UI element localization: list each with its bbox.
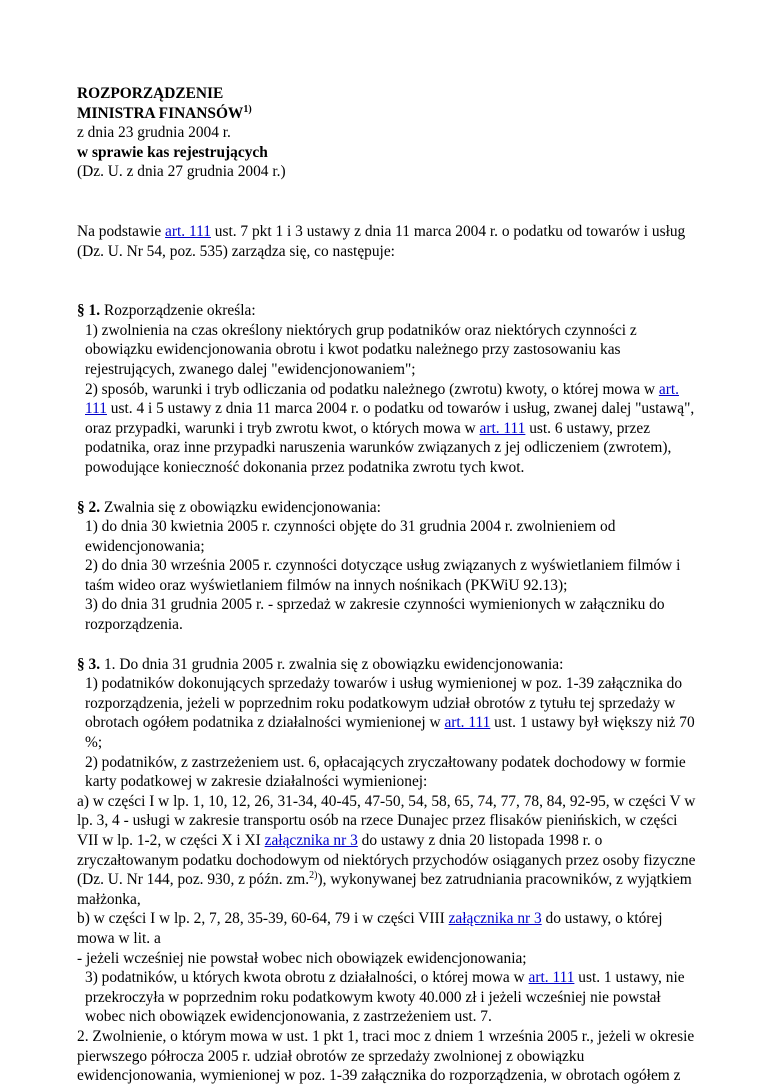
point-1: 1) zwolnienia na czas określony niektórych grup podatników oraz niektórych czynności z obowiązku ewidencjonowania obrotu i kwot podatku należnego przy zastosowaniu kas rejestrujących, zwanego dalej "ewidencjonowaniem"; [85, 321, 637, 378]
intro-paragraph: Na podstawie art. 111 ust. 7 pkt 1 i 3 ustawy z dnia 11 marca 2004 r. o podatku od towarów i usług (Dz. U. Nr 54, poz. 535) zarządza się, co następuje: [77, 222, 686, 260]
paragraph-2: 2. Zwolnienie, o którym mowa w ust. 1 pkt 1, traci moc z dniem 1 września 2005 r., jeżeli w okresie pierwszego półrocza 2005 r. udział obrotów ze sprzedaży zwolnionej z obowiązku ewidencjonowania, wymienionej w poz. 1-39 załącznika do rozporządzenia, w obrotach ogółem z [77, 1027, 695, 1085]
title-ministry: MINISTRA FINANSÓW [77, 104, 244, 122]
title-line-1: ROZPORZĄDZENIE [77, 85, 224, 102]
issue-date: z dnia 23 grudnia 2004 r. [77, 124, 231, 142]
publication-source: (Dz. U. z dnia 27 grudnia 2004 r.) [77, 163, 286, 181]
link-art-111[interactable]: art. 111 [479, 419, 526, 437]
link-art-111[interactable]: art. 111 [165, 222, 211, 240]
document-page [77, 84, 699, 1086]
section-mark: § 1. [77, 302, 101, 320]
letter-closing: - jeżeli wcześniej nie powstał wobec nich obowiązek ewidencjonowania; [77, 949, 527, 967]
point-2: 2) do dnia 30 września 2005 r. czynności dotyczące usług związanych z wyświetlaniem filmów i taśm wideo oraz wyświetlaniem filmów na innych nośnikach (PKWiU 92.13); [85, 557, 681, 594]
section-3: § 3. 1. Do dnia 31 grudnia 2005 r. zwalnia się z obowiązku ewidencjonowania: 1) podatników dokonujących sprzedaży towarów i usług wymienionej w poz. 1-39 załącznika do rozporządzenia, jeżeli w poprzednim roku podatkowym udział obrotów z tytułu tej sprzedaży w obrotach ogółem podatnika z działalności wymienionej w art. 111 ust. 1 ustawy był większy niż 70 %; 2) podatników, z zastrzeżeniem ust. 6, opłacających zryczałtowany podatek dochodowy w formie karty podatkowej w zakresie działalności wymienionej: a) w części I w lp. 1, 10, 12, 26, 31-34, 40-45, 47-50, 54, 58, 65, 74, 77, 78, 84, 92-95, w części V w lp. 3, 4 - usługi w zakresie transportu osób na rzece Dunajec przez flisaków pienińskich, w części VII w lp. 1-2, w części X i XI załącznika nr 3 do ustawy z dnia 20 listopada 1998 r. o zryczałtowanym podatku dochodowym od niektórych przychodów osiąganych przez osoby fizyczne (Dz. U. Nr 144, poz. 930, z późn. zm.$^{2)}$), wykonywanej bez zatrudniania pracowników, z wyjątkiem małżonka, b) w części I w lp. 2, 7, 28, 35-39, 60-64, 79 i w części VIII załącznika nr 3 do ustawy, o której mowa w lit. a - jeżeli wcześniej nie powstał wobec nich obowiązek ewidencjonowania; 3) podatników, u których kwota obrotu z działalności, o której mowa w art. 111 ust. 1 ustawy, nie przekroczyła w poprzednim roku podatkowym kwoty 40.000 zł i jeżeli wcześniej nie powstał wobec nich obowiązek ewidencjonowania, z zastrzeżeniem ust. 7. 2. Zwolnienie, o którym mowa w ust. 1 pkt 1, traci moc z dniem 1 września 2005 r., jeżeli w okresie pierwszego półrocza 2005 r. udział obrotów ze sprzedaży zwolnionej z obowiązku ewidencjonowania, wymienionej w poz. 1-39 załącznika do rozporządzenia, w obrotach ogółem z [77, 655, 699, 1086]
point-2: 2) podatników, z zastrzeżeniem ust. 6, opłacających zryczałtowany podatek dochodowy w formie karty podatkowej w zakresie działalności wymienionej: [85, 753, 686, 791]
point-1: 1) do dnia 30 kwietnia 2005 r. czynności objęte do 31 grudnia 2004 r. zwolnieniem od ewidencjonowania; [85, 518, 616, 555]
link-art-111[interactable]: art. 111 [85, 380, 679, 418]
section-mark: § 3. [77, 655, 101, 673]
title-line-2 [77, 104, 699, 124]
footnote-ref-2: 2) [309, 870, 318, 882]
section-1: § 1. Rozporządzenie określa: 1) zwolnienia na czas określony niektórych grup podatników oraz niektórych czynności z obowiązku ewidencjonowania obrotu i kwot podatku należnego przy zastosowaniu kas rejestrujących, zwanego dalej "ewidencjonowaniem"; 2) sposób, warunki i tryb odliczania od podatku należnego (zwrotu) kwoty, o której mowa w art. 111 ust. 4 i 5 ustawy z dnia 11 marca 2004 r. o podatku od towarów i usług, zwanej dalej "ustawą", oraz przypadki, warunki i tryb zwrotu kwot, o których mowa w art. 111 ust. 6 ustawy, przez podatnika, oraz inne przypadki naruszenia warunków związanych z jej odliczeniem (zwrotem), powodujące konieczność dokonania przez podatnika zwrotu tych kwot. [77, 301, 699, 477]
point-2: 2) sposób, warunki i tryb odliczania od podatku należnego (zwrotu) kwoty, o której mowa w art. 111 ust. 4 i 5 ustawy z dnia 11 marca 2004 r. o podatku od towarów i usług, zwanej dalej "ustawą", oraz przypadki, warunki i tryb zwrotu kwot, o których mowa w art. 111 ust. 6 ustawy, przez podatnika, oraz inne przypadki naruszenia warunków związanych z jej odliczeniem (zwrotem), powodujące konieczność dokonania przez podatnika zwrotu tych kwot. [85, 380, 695, 476]
point-3: 3) do dnia 31 grudnia 2005 r. - sprzedaż w zakresie czynności wymienionych w załączniku do rozporządzenia. [85, 596, 665, 634]
link-annex-3[interactable]: załącznika nr 3 [448, 910, 542, 928]
link-art-111[interactable]: art. 111 [528, 969, 575, 987]
point-3: 3) podatników, u których kwota obrotu z działalności, o której mowa w art. 111 ust. 1 ustawy, nie przekroczyła w poprzednim roku podatkowym kwoty 40.000 zł i jeżeli wcześniej nie powstał wobec nich obowiązek ewidencjonowania, z zastrzeżeniem ust. 7. [85, 969, 685, 1026]
subject-line: w sprawie kas rejestrujących [77, 143, 268, 161]
document-header [77, 84, 699, 182]
point-1: 1) podatników dokonujących sprzedaży towarów i usług wymienionej w poz. 1-39 załącznika do rozporządzenia, jeżeli w poprzednim roku podatkowym udział obrotów z tytułu tej sprzedaży w obrotach ogółem podatnika z działalności wymienionej w art. 111 ust. 1 ustawy był większy niż 70 %; [85, 675, 695, 752]
letter-a: a) w części I w lp. 1, 10, 12, 26, 31-34, 40-45, 47-50, 54, 58, 65, 74, 77, 78, 84, 92-95, w części V w lp. 3, 4 - usługi w zakresie transportu osób na rzece Dunajec przez flisaków pienińskich, w części VII w lp. 1-2, w części X i XI załącznika nr 3 do ustawy z dnia 20 listopada 1998 r. o zryczałtowanym podatku dochodowym od niektórych przychodów osiąganych przez osoby fizyczne (Dz. U. Nr 144, poz. 930, z późn. zm.$^{2)}$), wykonywanej bez zatrudniania pracowników, z wyjątkiem małżonka, [77, 792, 696, 908]
footnote-ref-1: 1) [243, 103, 252, 115]
section-2: § 2. Zwalnia się z obowiązku ewidencjonowania: 1) do dnia 30 kwietnia 2005 r. czynności objęte do 31 grudnia 2004 r. zwolnieniem od ewidencjonowania; 2) do dnia 30 września 2005 r. czynności dotyczące usług związanych z wyświetlaniem filmów i taśm wideo oraz wyświetlaniem filmów na innych nośnikach (PKWiU 92.13); 3) do dnia 31 grudnia 2005 r. - sprzedaż w zakresie czynności wymienionych w załączniku do rozporządzenia. [77, 498, 699, 635]
link-art-111[interactable]: art. 111 [444, 714, 491, 732]
letter-b: b) w części I w lp. 2, 7, 28, 35-39, 60-64, 79 i w części VIII załącznika nr 3 do ustawy, o której mowa w lit. a [77, 910, 663, 947]
link-annex-3[interactable]: załącznika nr 3 [264, 832, 358, 849]
section-mark: § 2. [77, 498, 101, 516]
